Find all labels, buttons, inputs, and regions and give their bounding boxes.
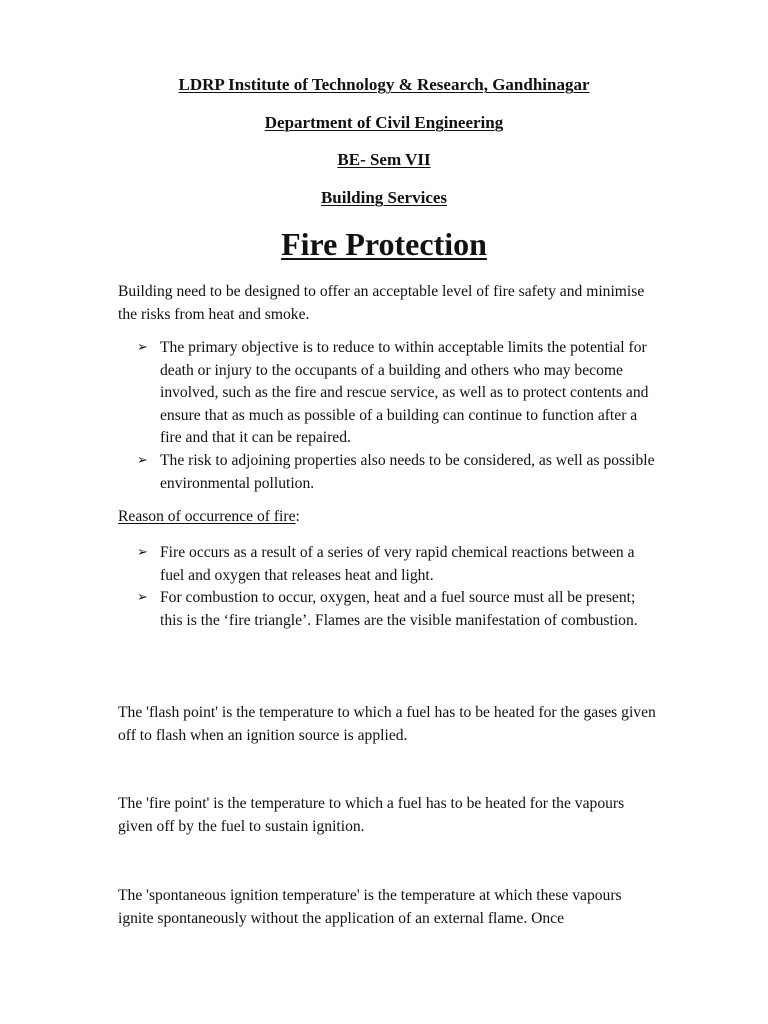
arrow-bullet-icon: ➢ bbox=[137, 452, 148, 468]
list-item-text: For combustion to occur, oxygen, heat and a fuel source must all be present; this is the ‘fire triangle’. Flames are the visible manifestation of combustion. bbox=[160, 589, 638, 629]
list-item-text: The risk to adjoining properties also needs to be considered, as well as possible environmental pollution. bbox=[160, 451, 655, 492]
list-item bbox=[137, 337, 657, 450]
fire-point-paragraph: The 'fire point' is the temperature to which a fuel has to be heated for the vapours given off by the fuel to sustain ignition. bbox=[118, 795, 625, 835]
semester-heading: BE- Sem VII bbox=[337, 150, 431, 169]
institute-heading: LDRP Institute of Technology & Research, Gandhinagar bbox=[178, 75, 590, 94]
list-item bbox=[137, 587, 657, 632]
objectives-list bbox=[137, 337, 657, 495]
reason-heading-text: Reason of occurrence of fire bbox=[118, 508, 296, 525]
reason-heading-colon: : bbox=[295, 508, 300, 525]
page-title: Fire Protection bbox=[281, 226, 487, 262]
department-heading: Department of Civil Engineering bbox=[264, 113, 504, 132]
arrow-bullet-icon: ➢ bbox=[137, 545, 148, 560]
list-item bbox=[137, 450, 657, 495]
subject-heading: Building Services bbox=[320, 188, 448, 207]
list-item-text: The primary objective is to reduce to within acceptable limits the potential for death or injury to the occupants of a building and others who may become involved, such as the fire and rescue service, as well as to protect contents and ensure that as much as possible of a building can continue to function after a fire and that it can be repaired. bbox=[160, 339, 649, 447]
reason-list bbox=[137, 542, 657, 632]
reason-heading bbox=[118, 506, 300, 528]
intro-paragraph: Building need to be designed to offer an acceptable level of fire safety and minimise the risks from heat and smoke. bbox=[118, 283, 645, 323]
spontaneous-ignition-paragraph: The 'spontaneous ignition temperature' is the temperature at which these vapours ignite spontaneously without the application of an external flame. Once bbox=[118, 887, 622, 927]
list-item bbox=[137, 542, 657, 587]
list-item-text: Fire occurs as a result of a series of very rapid chemical reactions between a fuel and oxygen that releases heat and light. bbox=[160, 544, 635, 584]
flash-point-paragraph: The 'flash point' is the temperature to which a fuel has to be heated for the gases given off to flash when an ignition source is applied. bbox=[118, 704, 656, 744]
arrow-bullet-icon: ➢ bbox=[137, 590, 148, 606]
arrow-bullet-icon: ➢ bbox=[137, 340, 148, 355]
